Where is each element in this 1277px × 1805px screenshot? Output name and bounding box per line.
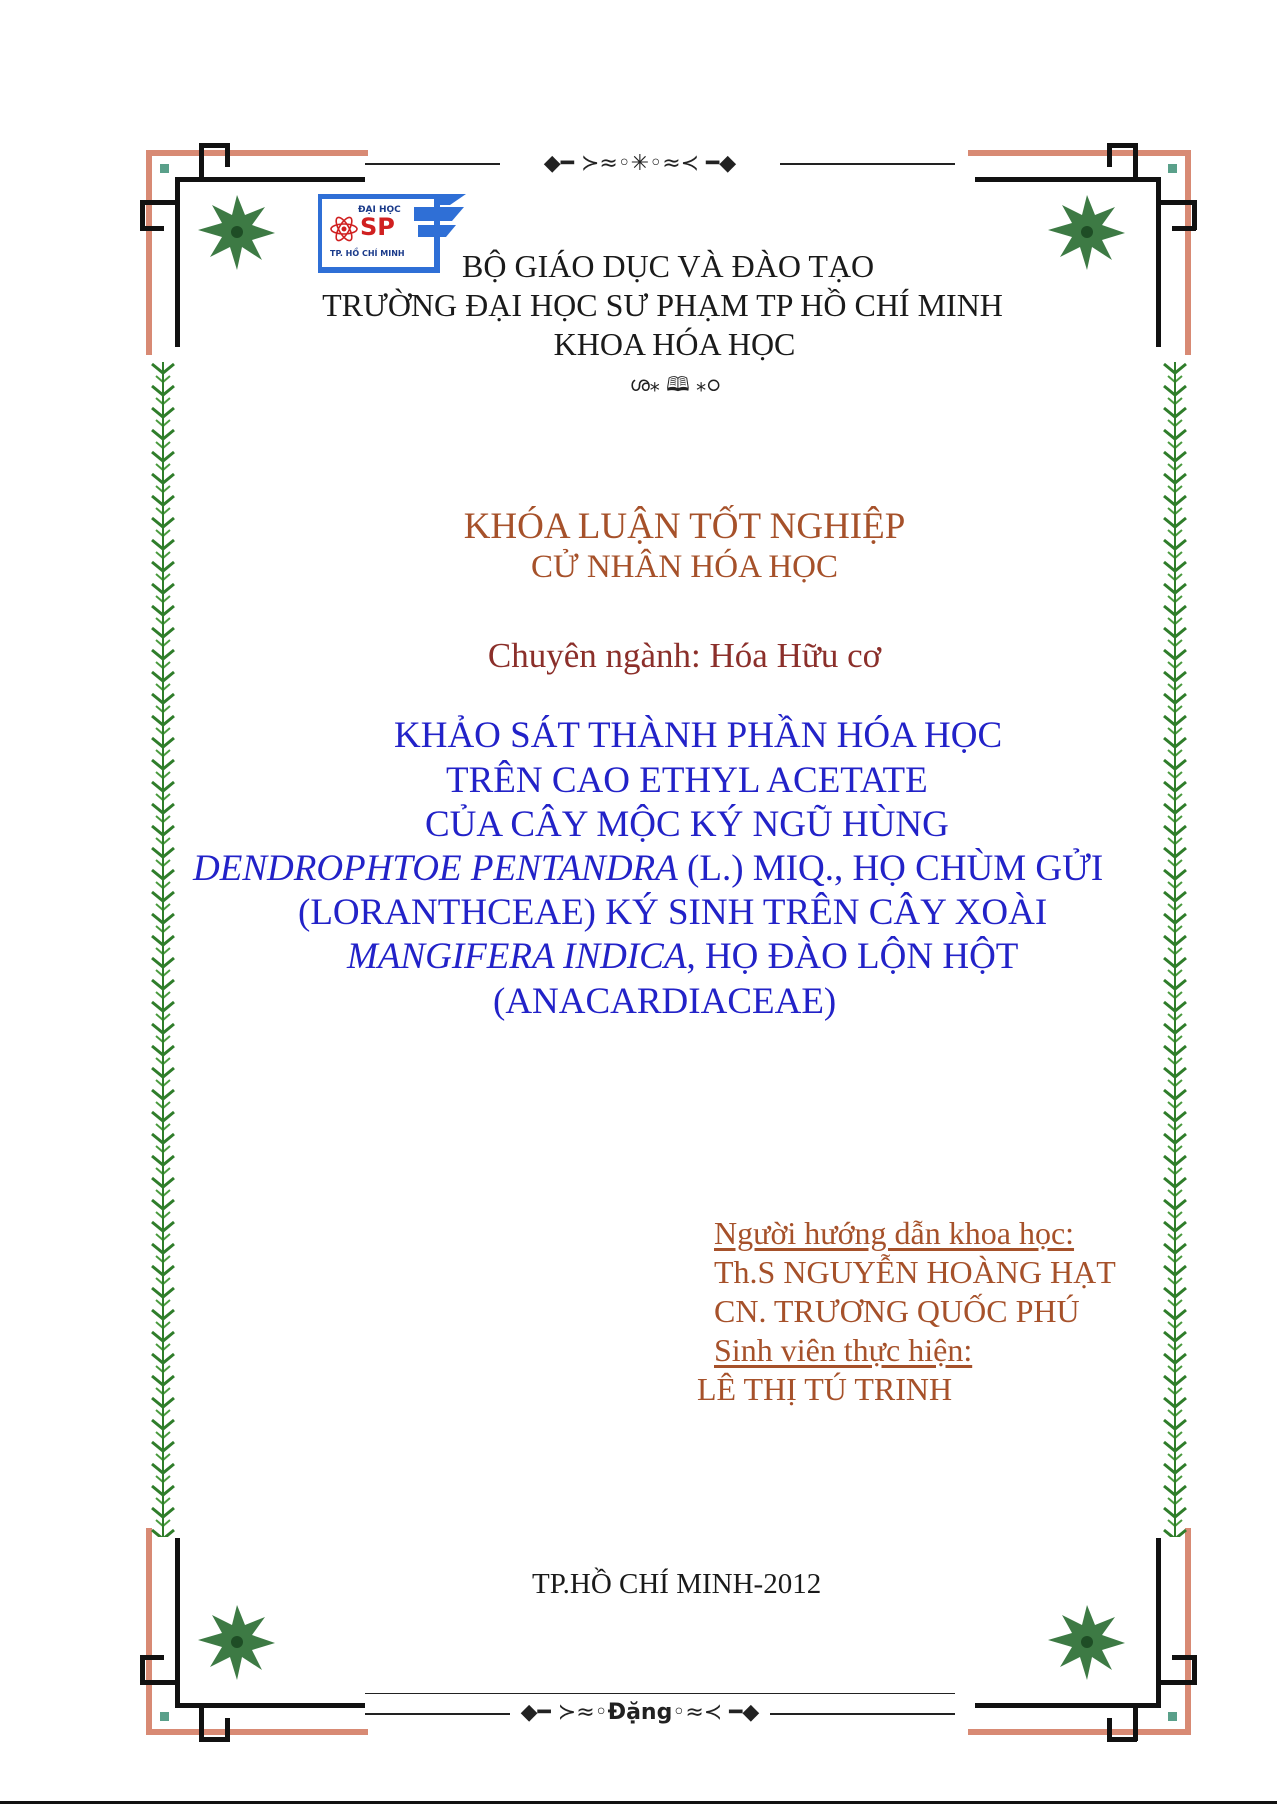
advisor-2: CN. TRƯƠNG QUỐC PHÚ xyxy=(714,1293,1080,1329)
species-name: DENDROPHTOE PENTANDRA xyxy=(193,848,678,889)
thesis-type: KHÓA LUẬN TỐT NGHIỆP xyxy=(463,506,906,547)
title-line-2: TRÊN CAO ETHYL ACETATE xyxy=(446,760,928,801)
logo-mark: SP xyxy=(360,213,395,241)
advisor-label: Người hướng dẫn khoa học: xyxy=(714,1215,1075,1251)
host-family: , HỌ ĐÀO LỘN HỘT xyxy=(686,936,1019,977)
logo-top-text: ĐẠI HỌC xyxy=(358,205,401,215)
thesis-major: Chuyên ngành: Hóa Hữu cơ xyxy=(487,636,882,675)
logo-bottom-text: TP. HỒ CHÍ MINH xyxy=(330,249,405,258)
holly-leaf-icon xyxy=(1040,1595,1135,1690)
university-name: TRƯỜNG ĐẠI HỌC SƯ PHẠM TP HỒ CHÍ MINH xyxy=(322,287,1003,323)
advisor-1: Th.S NGUYỄN HOÀNG HẠT xyxy=(714,1254,1116,1290)
book-ornament-icon: ശ⁎ 🕮 ⁎ഠ xyxy=(629,372,720,396)
thesis-degree: CỬ NHÂN HÓA HỌC xyxy=(530,549,839,585)
top-flourish-icon: ◆━ ≻≈◦✳◦≈≺ ━◆ xyxy=(500,150,780,178)
faculty-name: KHOA HÓA HỌC xyxy=(553,326,796,362)
title-line-1: KHẢO SÁT THÀNH PHẦN HÓA HỌC xyxy=(394,715,1003,756)
bottom-ornament-rule-2 xyxy=(365,1693,955,1694)
species-family: (L.) MIQ., HỌ CHÙM GỬI xyxy=(677,848,1104,889)
bottom-flourish: ◆━ ≻≈◦Đặng◦≈≺ ━◆ xyxy=(510,1699,770,1727)
holly-leaf-icon xyxy=(190,185,285,280)
title-line-7: (ANACARDIACEAE) xyxy=(493,981,837,1022)
title-line-3: CỦA CÂY MỘC KÝ NGŨ HÙNG xyxy=(425,804,949,845)
university-logo xyxy=(318,191,466,273)
place-year: TP.HỒ CHÍ MINH-2012 xyxy=(532,1568,822,1600)
title-line-4 xyxy=(193,847,1103,890)
holly-leaf-icon xyxy=(1040,185,1135,280)
page-bottom-edge xyxy=(0,1801,1277,1804)
student-name: LÊ THỊ TÚ TRINH xyxy=(697,1371,953,1407)
ministry-name: BỘ GIÁO DỤC VÀ ĐÀO TẠO xyxy=(462,248,875,284)
title-line-6 xyxy=(347,935,1018,978)
host-species-name: MANGIFERA INDICA xyxy=(347,936,687,977)
student-label: Sinh viên thực hiện: xyxy=(714,1332,973,1368)
bottom-ornament-word: Đặng xyxy=(607,1700,673,1725)
title-line-5: (LORANTHCEAE) KÝ SINH TRÊN CÂY XOÀI xyxy=(298,892,1048,933)
holly-leaf-icon xyxy=(190,1595,285,1690)
